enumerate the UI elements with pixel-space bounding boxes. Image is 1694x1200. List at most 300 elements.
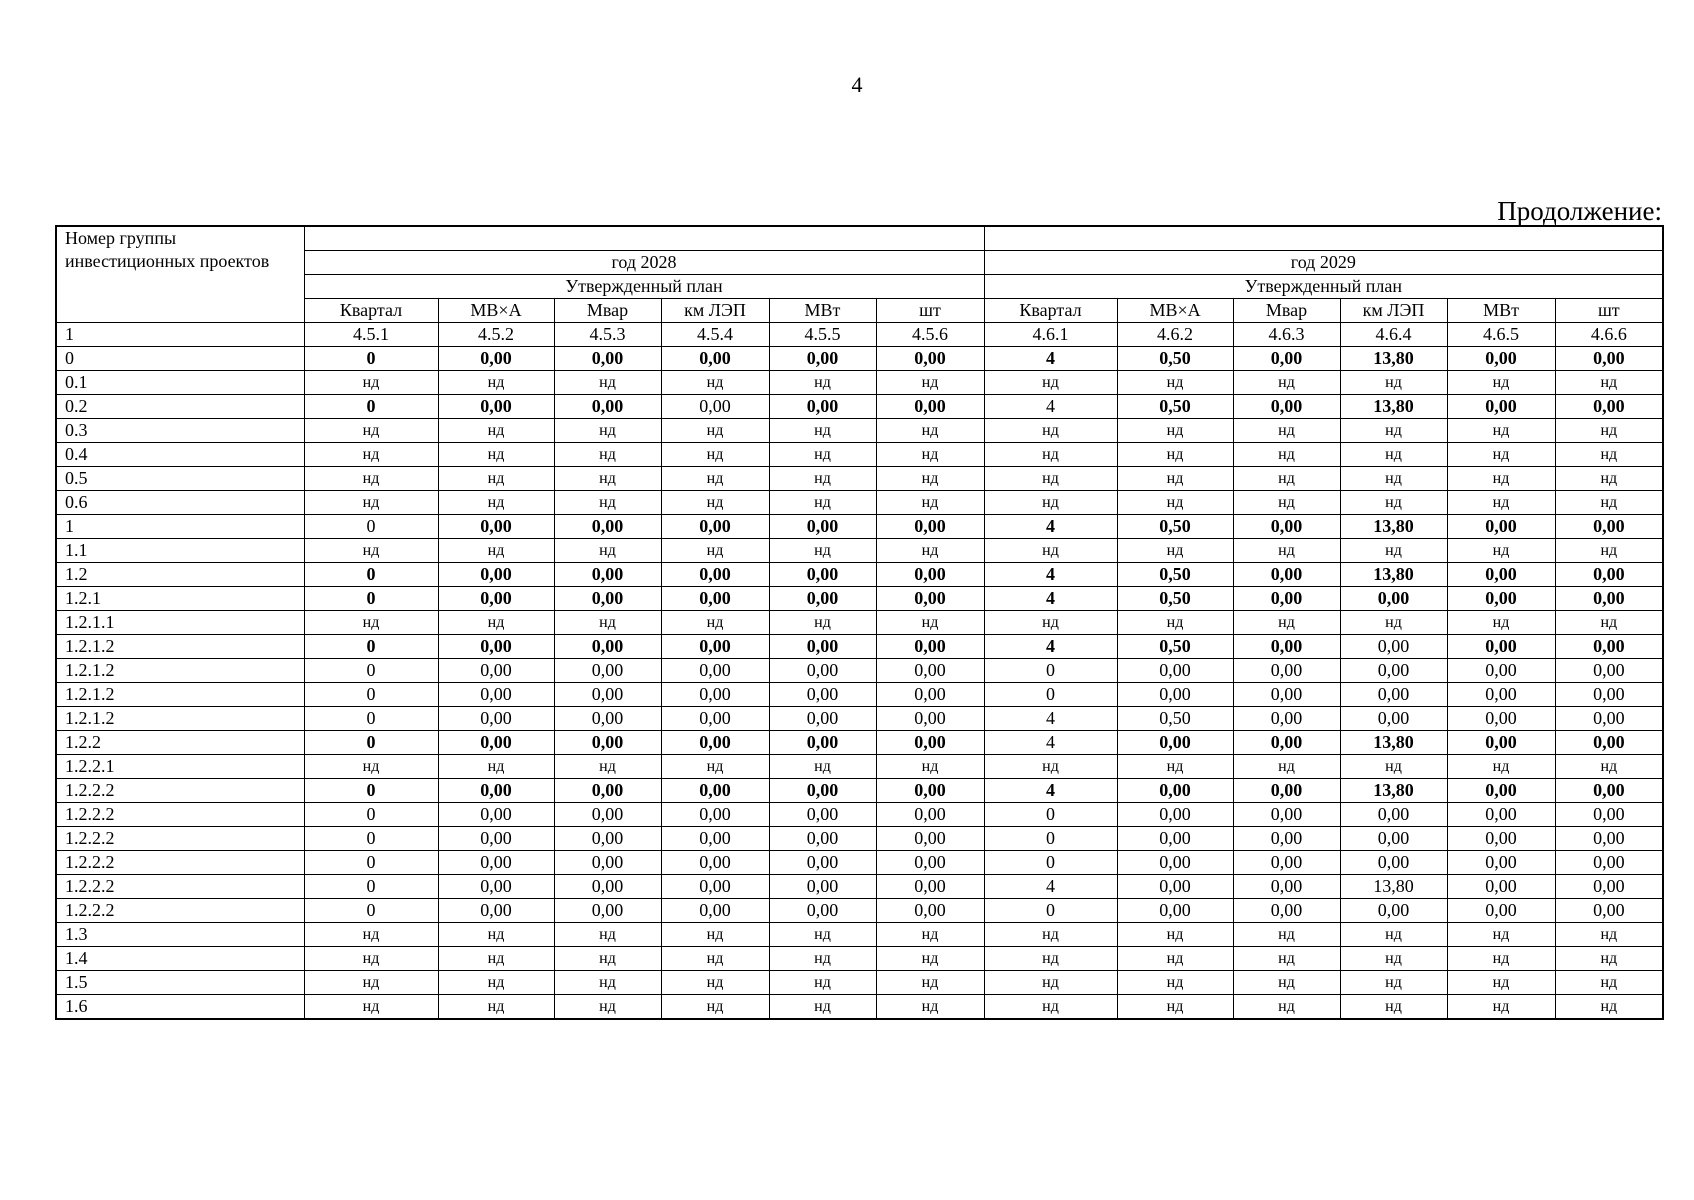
table-cell: 0: [304, 395, 438, 419]
row-id: 1.2.1.2: [56, 707, 304, 731]
table-cell: нд: [984, 995, 1117, 1020]
table-cell: 0,50: [1117, 515, 1233, 539]
unit-header: Квартал: [304, 299, 438, 323]
table-cell: нд: [769, 995, 876, 1020]
table-cell: нд: [438, 755, 554, 779]
table-cell: 0,50: [1117, 347, 1233, 371]
table-row: [56, 851, 1663, 875]
table-cell: нд: [554, 467, 661, 491]
table-cell: нд: [1340, 443, 1447, 467]
table-cell: 4: [984, 563, 1117, 587]
table-cell: 0,00: [876, 515, 984, 539]
table-cell: нд: [769, 947, 876, 971]
table-cell: нд: [1117, 419, 1233, 443]
code-header: 4.6.1: [984, 323, 1117, 347]
table-cell: 0,00: [1555, 395, 1663, 419]
table-cell: 0,00: [1555, 779, 1663, 803]
table-cell: нд: [876, 419, 984, 443]
table-cell: 0,00: [769, 899, 876, 923]
table-cell: нд: [304, 947, 438, 971]
table-cell: нд: [769, 611, 876, 635]
table-cell: нд: [1117, 611, 1233, 635]
table-cell: 0,00: [1447, 851, 1555, 875]
unit-header: Мвар: [554, 299, 661, 323]
code-header: 4.6.3: [1233, 323, 1340, 347]
table-cell: нд: [1340, 947, 1447, 971]
table-cell: 0,00: [876, 659, 984, 683]
table-row: [56, 419, 1663, 443]
table-cell: нд: [1555, 491, 1663, 515]
table-cell: нд: [769, 491, 876, 515]
table-cell: 0,00: [769, 803, 876, 827]
table-cell: 0,00: [554, 731, 661, 755]
table-cell: нд: [438, 419, 554, 443]
table-cell: нд: [304, 755, 438, 779]
table-cell: 0,00: [554, 707, 661, 731]
table-cell: 0,00: [876, 731, 984, 755]
row-id: 1.2.2.2: [56, 851, 304, 875]
table-row: [56, 515, 1663, 539]
table-cell: 0,00: [1447, 899, 1555, 923]
table-cell: нд: [984, 611, 1117, 635]
table-cell: нд: [1447, 467, 1555, 491]
table-cell: 13,80: [1340, 779, 1447, 803]
table-cell: 0: [304, 659, 438, 683]
unit-header: км ЛЭП: [661, 299, 769, 323]
blank-header-2028: [304, 226, 984, 251]
table-row: [56, 875, 1663, 899]
unit-header: МВ×А: [438, 299, 554, 323]
table-cell: нд: [1340, 419, 1447, 443]
table-cell: 0,00: [661, 803, 769, 827]
table-cell: нд: [554, 971, 661, 995]
table-cell: нд: [1117, 971, 1233, 995]
table-cell: нд: [1117, 491, 1233, 515]
table-row: [56, 995, 1663, 1020]
table-cell: 13,80: [1340, 395, 1447, 419]
table-cell: нд: [1555, 611, 1663, 635]
table-cell: 0,00: [1340, 803, 1447, 827]
code-header: 4.5.5: [769, 323, 876, 347]
table-cell: 13,80: [1340, 515, 1447, 539]
row-id: 1.2: [56, 563, 304, 587]
table-cell: 0,00: [769, 587, 876, 611]
row-id: 1.6: [56, 995, 304, 1020]
table-cell: нд: [984, 467, 1117, 491]
table-cell: 4: [984, 395, 1117, 419]
table-cell: 0,00: [661, 563, 769, 587]
continuation-label: Продолжение:: [1497, 196, 1662, 226]
table-cell: 0,00: [876, 395, 984, 419]
codes-row: [56, 323, 1663, 347]
table-cell: нд: [1340, 467, 1447, 491]
table-cell: 0,00: [554, 899, 661, 923]
table-cell: 0,00: [876, 635, 984, 659]
row-id: 1.2.2: [56, 731, 304, 755]
table-cell: 0,00: [661, 731, 769, 755]
table-cell: 0,00: [1340, 635, 1447, 659]
table-cell: 0: [304, 779, 438, 803]
table-cell: нд: [1340, 971, 1447, 995]
table-cell: 0,00: [661, 587, 769, 611]
table-cell: 0,00: [876, 827, 984, 851]
table-cell: нд: [1555, 419, 1663, 443]
table-cell: 0,00: [1447, 587, 1555, 611]
table-cell: нд: [876, 755, 984, 779]
table-cell: нд: [769, 923, 876, 947]
table-cell: нд: [438, 947, 554, 971]
table-cell: 0,00: [438, 803, 554, 827]
table-cell: 0,00: [438, 635, 554, 659]
row-id: 1.2.2.1: [56, 755, 304, 779]
table-cell: нд: [661, 443, 769, 467]
table-cell: 0,00: [1447, 563, 1555, 587]
table-cell: нд: [304, 371, 438, 395]
row-id: 1.2.1.2: [56, 683, 304, 707]
table-row: [56, 947, 1663, 971]
table-cell: нд: [1447, 755, 1555, 779]
table-cell: 0,00: [1117, 683, 1233, 707]
table-cell: 0,00: [1447, 779, 1555, 803]
table-cell: нд: [438, 491, 554, 515]
table-row: [56, 707, 1663, 731]
table-row: [56, 587, 1663, 611]
table-cell: 0,00: [1233, 707, 1340, 731]
table-cell: нд: [769, 971, 876, 995]
table-cell: 0,00: [1555, 899, 1663, 923]
table-cell: 0,00: [876, 347, 984, 371]
table-cell: нд: [1117, 371, 1233, 395]
table-row: [56, 443, 1663, 467]
table-cell: 0,00: [1233, 731, 1340, 755]
table-cell: 0: [304, 635, 438, 659]
table-cell: нд: [554, 491, 661, 515]
table-row: [56, 371, 1663, 395]
table-cell: 0,00: [554, 635, 661, 659]
table-cell: нд: [1233, 491, 1340, 515]
table-cell: нд: [304, 995, 438, 1020]
table-cell: 0,00: [554, 803, 661, 827]
table-cell: нд: [1555, 467, 1663, 491]
table-cell: 0,00: [769, 827, 876, 851]
table-cell: 0,00: [876, 851, 984, 875]
table-row: [56, 659, 1663, 683]
table-row: [56, 899, 1663, 923]
table-cell: нд: [661, 491, 769, 515]
table-cell: 0: [984, 659, 1117, 683]
table-cell: 0: [984, 899, 1117, 923]
table-cell: нд: [304, 539, 438, 563]
table-cell: 0,00: [1233, 899, 1340, 923]
table-cell: нд: [661, 371, 769, 395]
table-cell: нд: [1447, 371, 1555, 395]
table-cell: нд: [304, 467, 438, 491]
table-cell: нд: [438, 971, 554, 995]
table-cell: 0,00: [554, 875, 661, 899]
table-cell: нд: [304, 611, 438, 635]
table-cell: 0,00: [1233, 851, 1340, 875]
code-header: 4.5.3: [554, 323, 661, 347]
table-row: [56, 971, 1663, 995]
table-cell: нд: [554, 995, 661, 1020]
table-cell: 0,00: [554, 347, 661, 371]
table-cell: 0,50: [1117, 395, 1233, 419]
table-cell: нд: [1233, 419, 1340, 443]
table-cell: 0,00: [1233, 515, 1340, 539]
table-cell: 0,00: [438, 563, 554, 587]
table-row: [56, 923, 1663, 947]
table-row: [56, 755, 1663, 779]
table-cell: 0,00: [1117, 731, 1233, 755]
table-cell: нд: [876, 611, 984, 635]
table-cell: 0,00: [1555, 563, 1663, 587]
table-cell: 0: [304, 515, 438, 539]
table-cell: нд: [661, 539, 769, 563]
table-cell: 0,00: [438, 347, 554, 371]
table-cell: нд: [438, 995, 554, 1020]
table-cell: нд: [1233, 443, 1340, 467]
table-cell: 0,00: [769, 395, 876, 419]
table-cell: 0,00: [1233, 347, 1340, 371]
table-cell: нд: [984, 419, 1117, 443]
code-header: 4.6.5: [1447, 323, 1555, 347]
table-cell: нд: [1233, 971, 1340, 995]
table-cell: 4: [984, 515, 1117, 539]
table-cell: нд: [1447, 947, 1555, 971]
table-cell: нд: [876, 443, 984, 467]
year-2029-header: год 2029: [984, 251, 1663, 275]
table-cell: 0,00: [1555, 635, 1663, 659]
table-cell: 0,00: [1447, 659, 1555, 683]
row-id: 1.5: [56, 971, 304, 995]
table-cell: 0,00: [438, 875, 554, 899]
table-row: [56, 347, 1663, 371]
table-cell: 0: [304, 587, 438, 611]
table-cell: нд: [438, 467, 554, 491]
table-cell: 0,00: [438, 659, 554, 683]
table-cell: 0,00: [1233, 827, 1340, 851]
table-cell: нд: [1117, 755, 1233, 779]
row-id: 1.2.1.2: [56, 659, 304, 683]
table-cell: 0,00: [1340, 683, 1447, 707]
table-cell: 0,00: [661, 827, 769, 851]
table-cell: 0,00: [876, 899, 984, 923]
table-cell: 0: [304, 875, 438, 899]
group-header: Номер группы инвестиционных проектов: [56, 226, 304, 323]
table-cell: нд: [984, 443, 1117, 467]
table-cell: нд: [554, 371, 661, 395]
table-cell: 0,00: [1117, 803, 1233, 827]
row-id: 1.2.1.1: [56, 611, 304, 635]
table-cell: 0,00: [876, 803, 984, 827]
table-cell: нд: [1555, 971, 1663, 995]
table-cell: нд: [1233, 755, 1340, 779]
table-cell: нд: [1447, 539, 1555, 563]
table-cell: нд: [1117, 995, 1233, 1020]
table-row: [56, 803, 1663, 827]
table-cell: 0,50: [1117, 707, 1233, 731]
table-cell: нд: [554, 419, 661, 443]
table-cell: 0,00: [438, 683, 554, 707]
table-cell: нд: [984, 491, 1117, 515]
table-cell: 0,00: [769, 875, 876, 899]
table-cell: 0,00: [1555, 683, 1663, 707]
table-cell: 0,00: [438, 515, 554, 539]
table-cell: 0,00: [554, 779, 661, 803]
unit-header: МВт: [769, 299, 876, 323]
table-cell: 0,00: [438, 851, 554, 875]
blank-header-2029: [984, 226, 1663, 251]
table-cell: нд: [1233, 539, 1340, 563]
table-cell: 0,00: [1233, 875, 1340, 899]
table-cell: нд: [438, 539, 554, 563]
table-cell: 0,00: [1233, 683, 1340, 707]
table-cell: 0,00: [438, 731, 554, 755]
table-cell: нд: [876, 539, 984, 563]
table-cell: нд: [661, 419, 769, 443]
table-cell: нд: [438, 923, 554, 947]
table-cell: нд: [1447, 971, 1555, 995]
table-cell: 0,00: [1447, 731, 1555, 755]
table-cell: нд: [1340, 755, 1447, 779]
table-cell: 0,50: [1117, 563, 1233, 587]
table-cell: 0,00: [1555, 347, 1663, 371]
table-cell: 0: [984, 683, 1117, 707]
table-cell: нд: [769, 755, 876, 779]
table-cell: 0,00: [438, 707, 554, 731]
table-cell: нд: [438, 443, 554, 467]
table-cell: 0,00: [1117, 899, 1233, 923]
table-cell: нд: [661, 947, 769, 971]
table-cell: нд: [661, 971, 769, 995]
table-cell: 4: [984, 707, 1117, 731]
table-cell: нд: [1447, 419, 1555, 443]
table-cell: 0: [304, 731, 438, 755]
table-cell: нд: [304, 419, 438, 443]
table-cell: 0,00: [769, 347, 876, 371]
table-cell: 0,00: [661, 851, 769, 875]
table-cell: 0,00: [1340, 707, 1447, 731]
row-id: 1.2.1.2: [56, 635, 304, 659]
table-row: [56, 563, 1663, 587]
table-cell: нд: [554, 755, 661, 779]
table-cell: 0: [304, 563, 438, 587]
table-cell: нд: [984, 971, 1117, 995]
table-cell: 0,00: [1233, 779, 1340, 803]
table-cell: нд: [1555, 371, 1663, 395]
table-cell: 4: [984, 779, 1117, 803]
table-cell: 0,00: [554, 587, 661, 611]
table-cell: 0,00: [1117, 827, 1233, 851]
table-cell: нд: [554, 539, 661, 563]
table-cell: 0: [304, 683, 438, 707]
row-id: 1.2.2.2: [56, 827, 304, 851]
row-id: 1.2.2.2: [56, 875, 304, 899]
table-cell: 4: [984, 587, 1117, 611]
table-cell: нд: [1233, 611, 1340, 635]
row-id: 1.1: [56, 539, 304, 563]
table-cell: 0,00: [661, 515, 769, 539]
table-cell: нд: [661, 755, 769, 779]
table-cell: нд: [876, 947, 984, 971]
table-cell: нд: [1447, 995, 1555, 1020]
table-cell: 0,00: [1555, 515, 1663, 539]
table-cell: нд: [1340, 539, 1447, 563]
table-cell: 4: [984, 347, 1117, 371]
table-cell: 0,00: [661, 395, 769, 419]
table-cell: 0,00: [1447, 827, 1555, 851]
page-number: 4: [851, 72, 863, 97]
table-cell: нд: [876, 995, 984, 1020]
table-cell: 13,80: [1340, 731, 1447, 755]
table-cell: 4: [984, 731, 1117, 755]
table-cell: 0: [984, 851, 1117, 875]
table-cell: 0,00: [1233, 659, 1340, 683]
unit-header: шт: [876, 299, 984, 323]
table-cell: нд: [1117, 947, 1233, 971]
code-header: 1: [56, 323, 304, 347]
table-row: [56, 827, 1663, 851]
table-cell: нд: [1340, 995, 1447, 1020]
table-cell: 0,00: [1555, 803, 1663, 827]
table-cell: 0,00: [1447, 395, 1555, 419]
table-cell: нд: [1117, 539, 1233, 563]
table-cell: 0,00: [769, 707, 876, 731]
table-cell: 0,00: [661, 899, 769, 923]
table-cell: 0,00: [661, 779, 769, 803]
table-cell: 0,00: [876, 563, 984, 587]
table-cell: 0,00: [769, 659, 876, 683]
row-id: 0.2: [56, 395, 304, 419]
table-row: [56, 467, 1663, 491]
table-cell: 0,50: [1117, 587, 1233, 611]
table-cell: нд: [554, 611, 661, 635]
table-cell: 0,00: [438, 395, 554, 419]
table-cell: нд: [304, 443, 438, 467]
table-cell: 0,00: [554, 515, 661, 539]
table-cell: нд: [304, 491, 438, 515]
table-cell: нд: [876, 467, 984, 491]
table-cell: 0,00: [1117, 779, 1233, 803]
row-id: 1.2.1: [56, 587, 304, 611]
table-cell: нд: [1447, 443, 1555, 467]
table-cell: нд: [769, 443, 876, 467]
table-cell: 13,80: [1340, 347, 1447, 371]
investment-table: [55, 225, 1664, 1020]
plan-2029-header: Утвержденный план: [984, 275, 1663, 299]
table-cell: 0: [304, 803, 438, 827]
table-cell: нд: [1555, 539, 1663, 563]
table-cell: 0,00: [1117, 659, 1233, 683]
code-header: 4.5.6: [876, 323, 984, 347]
unit-header: Мвар: [1233, 299, 1340, 323]
table-cell: 0,00: [769, 515, 876, 539]
table-cell: 0,00: [1233, 563, 1340, 587]
unit-header: шт: [1555, 299, 1663, 323]
table-cell: 0,00: [1555, 587, 1663, 611]
table-cell: 0,00: [1555, 875, 1663, 899]
table-cell: 4: [984, 875, 1117, 899]
table-cell: 0,00: [554, 395, 661, 419]
table-row: [56, 635, 1663, 659]
table-cell: нд: [769, 539, 876, 563]
table-cell: нд: [1340, 611, 1447, 635]
table-cell: 0,00: [661, 659, 769, 683]
table-cell: 0,00: [876, 587, 984, 611]
table-cell: 0,00: [876, 707, 984, 731]
row-id: 0.5: [56, 467, 304, 491]
code-header: 4.5.4: [661, 323, 769, 347]
